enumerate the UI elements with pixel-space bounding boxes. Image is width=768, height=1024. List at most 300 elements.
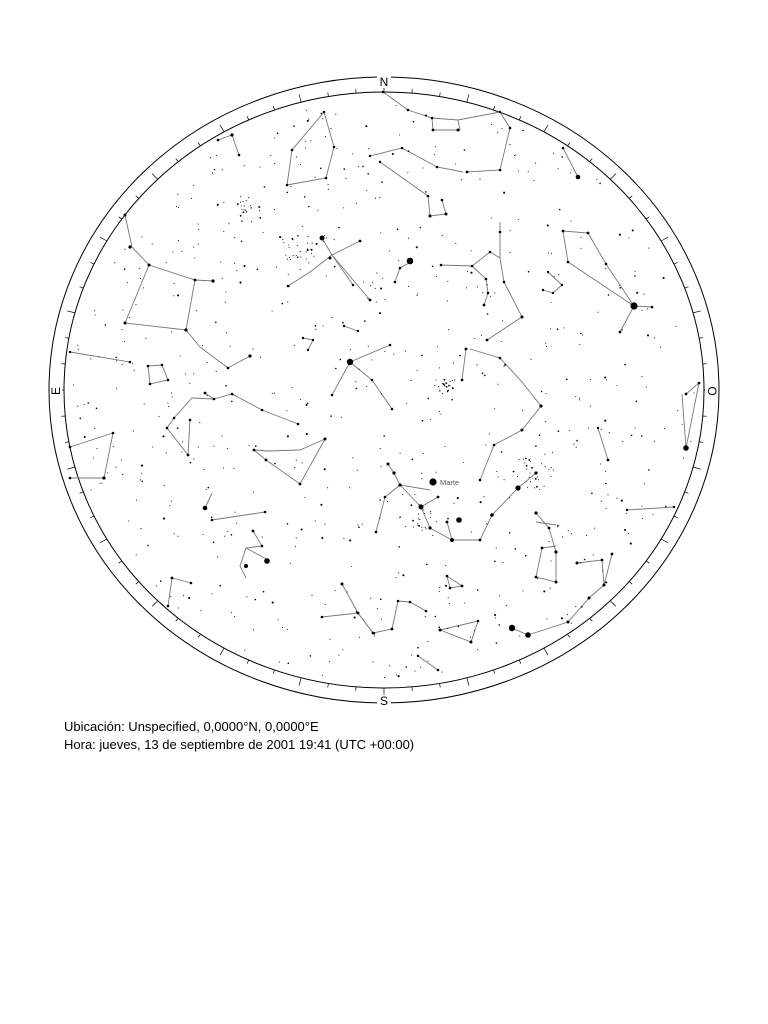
star [557, 328, 559, 330]
star [641, 435, 643, 437]
star [207, 395, 208, 396]
star [233, 395, 234, 396]
star [698, 382, 701, 385]
star [310, 249, 312, 251]
star [445, 565, 446, 566]
star [211, 519, 214, 522]
constellation-line [350, 362, 392, 409]
star [510, 252, 511, 253]
star [363, 281, 364, 282]
star [542, 289, 544, 291]
constellation-line [344, 326, 358, 331]
star [528, 271, 530, 273]
star [222, 278, 223, 279]
star [519, 459, 520, 460]
star [302, 337, 304, 339]
star [601, 429, 602, 430]
horizon-tick [152, 601, 158, 607]
star [582, 334, 583, 335]
star [373, 632, 375, 634]
star [499, 169, 502, 172]
star [630, 302, 637, 309]
star [471, 265, 474, 268]
star [594, 528, 595, 529]
star [285, 255, 286, 256]
star [509, 127, 512, 130]
star [425, 616, 426, 617]
constellation-line [205, 493, 212, 508]
horizon-tick [590, 159, 593, 162]
star [356, 203, 357, 204]
star [365, 125, 367, 127]
star [442, 393, 443, 394]
star [357, 524, 358, 525]
horizon-tick [67, 467, 75, 469]
star [171, 331, 172, 332]
star [287, 259, 288, 260]
star [449, 603, 450, 604]
star [398, 483, 401, 486]
star [295, 546, 296, 547]
star [367, 298, 368, 299]
star [228, 223, 229, 224]
star [334, 266, 336, 268]
star [547, 224, 549, 226]
star [213, 398, 216, 401]
star [453, 362, 454, 363]
star [660, 347, 661, 348]
star [243, 211, 245, 213]
horizon-tick [467, 678, 469, 686]
star [466, 287, 467, 288]
star [427, 661, 428, 662]
star [437, 669, 440, 672]
star [464, 149, 466, 151]
star [474, 338, 475, 339]
star [452, 380, 453, 381]
constellation-line [172, 578, 191, 583]
star [599, 183, 601, 185]
star [439, 587, 440, 588]
star [422, 530, 423, 531]
star [422, 420, 424, 422]
star [683, 445, 689, 451]
star [579, 398, 580, 399]
star [675, 326, 676, 327]
star [315, 329, 316, 330]
star [557, 525, 559, 527]
horizon-tick [493, 106, 494, 110]
star [259, 210, 260, 211]
star [489, 251, 492, 254]
star [132, 363, 133, 364]
horizon-tick [328, 93, 329, 97]
star [575, 606, 576, 607]
star [212, 173, 213, 174]
star [593, 554, 594, 555]
constellation-line [383, 92, 510, 172]
star [399, 516, 401, 518]
star [333, 146, 336, 149]
star [576, 447, 577, 448]
star [223, 231, 224, 232]
star [548, 252, 549, 253]
star [253, 629, 254, 630]
star [124, 322, 127, 325]
star [548, 541, 549, 542]
star [171, 577, 174, 580]
star [136, 554, 137, 555]
star [191, 198, 192, 199]
star [581, 237, 582, 238]
star [513, 471, 515, 473]
star [208, 487, 210, 489]
star [394, 281, 397, 284]
star [581, 606, 583, 608]
star [421, 355, 423, 357]
star [470, 272, 472, 274]
star [147, 545, 149, 547]
star [95, 314, 96, 315]
star [467, 271, 468, 272]
star [240, 202, 241, 203]
star [167, 379, 170, 382]
constellation-line [254, 439, 325, 451]
star [327, 487, 328, 488]
star [449, 385, 450, 386]
star [172, 251, 173, 252]
star [274, 209, 275, 210]
star [129, 317, 130, 318]
star [487, 284, 488, 285]
star [306, 433, 308, 435]
star [193, 459, 194, 460]
star [362, 524, 363, 525]
star [300, 269, 301, 270]
star [290, 563, 291, 564]
star [604, 420, 606, 422]
star [622, 441, 623, 442]
star [128, 520, 129, 521]
star [494, 292, 495, 293]
star [307, 249, 309, 251]
star [166, 453, 167, 454]
horizon-tick [198, 143, 200, 146]
star [288, 244, 289, 245]
star [407, 109, 410, 112]
star [252, 530, 255, 533]
star [606, 508, 607, 509]
star [99, 356, 100, 357]
star [375, 531, 378, 534]
star [276, 267, 277, 268]
star [231, 612, 232, 613]
star [439, 391, 440, 392]
star [206, 489, 207, 490]
star [352, 457, 353, 458]
star [535, 576, 538, 579]
horizon-tick [674, 516, 678, 518]
star [537, 476, 538, 477]
star [427, 195, 430, 198]
star [113, 446, 114, 447]
star [264, 511, 267, 514]
constellation-line [332, 241, 360, 255]
star [575, 396, 576, 397]
constellation-line [563, 231, 634, 332]
star [160, 580, 162, 582]
star [260, 357, 261, 358]
horizon-tick [467, 94, 469, 102]
star [212, 593, 213, 594]
star [147, 365, 150, 368]
constellation-line [254, 439, 325, 484]
star [545, 466, 546, 467]
star [289, 286, 290, 287]
star [184, 328, 187, 331]
star [392, 153, 394, 155]
star [504, 364, 506, 366]
star [223, 468, 224, 469]
star [236, 523, 237, 524]
constellation-line [322, 601, 426, 633]
star [428, 526, 431, 529]
star [446, 575, 449, 578]
star [260, 166, 261, 167]
star [167, 605, 170, 608]
star [354, 616, 356, 618]
star [419, 504, 420, 505]
star [177, 294, 179, 296]
star [287, 301, 288, 302]
star [158, 416, 159, 417]
star [383, 435, 385, 437]
star [213, 542, 215, 544]
star [193, 247, 194, 248]
star [314, 177, 315, 178]
star [101, 482, 102, 483]
star [438, 386, 439, 387]
star [619, 285, 620, 286]
star [112, 432, 115, 435]
constellation-line [447, 576, 462, 588]
star [182, 441, 183, 442]
star [78, 349, 79, 350]
star [290, 259, 291, 260]
star [409, 601, 412, 604]
star [412, 520, 414, 522]
star [600, 463, 601, 464]
star [429, 215, 432, 218]
star [559, 209, 561, 211]
star [584, 559, 586, 561]
star [545, 343, 546, 344]
star [547, 271, 549, 273]
star [427, 398, 429, 400]
star [484, 375, 486, 377]
star [219, 585, 221, 587]
star [435, 146, 436, 147]
star [617, 385, 618, 386]
star [458, 626, 460, 628]
star [372, 661, 373, 662]
star [579, 399, 580, 400]
star [571, 623, 572, 624]
star [306, 110, 307, 111]
star [164, 485, 165, 486]
star [356, 611, 358, 613]
star [222, 169, 223, 170]
star [530, 481, 531, 482]
star [448, 386, 449, 387]
constellation-line [440, 621, 478, 642]
star [601, 501, 602, 502]
star [636, 401, 638, 403]
star [304, 196, 306, 198]
star [261, 409, 264, 412]
horizon-tick [247, 116, 249, 120]
star [357, 470, 358, 471]
star [375, 288, 376, 289]
star [535, 478, 537, 480]
star [624, 364, 626, 366]
constellation-line [303, 338, 313, 350]
star [274, 463, 276, 465]
star [207, 362, 208, 363]
star [248, 197, 249, 198]
star [243, 209, 244, 210]
star [358, 526, 360, 528]
star [202, 345, 203, 346]
constellation-line [480, 445, 494, 480]
star [282, 239, 283, 240]
star [491, 124, 492, 125]
star [374, 635, 375, 636]
star [450, 538, 454, 542]
star [250, 208, 251, 209]
star [389, 344, 392, 347]
star [525, 632, 531, 638]
star [116, 360, 117, 361]
star [590, 406, 591, 407]
star [178, 207, 179, 208]
star [225, 291, 226, 292]
star [225, 302, 226, 303]
star [665, 506, 667, 508]
star [288, 663, 290, 665]
star [305, 404, 307, 406]
outer-horizon-ring [49, 77, 719, 703]
star [227, 367, 230, 370]
star [308, 206, 310, 208]
star [364, 320, 366, 322]
star [116, 388, 117, 389]
constellation-line [218, 135, 239, 155]
star [464, 602, 465, 603]
star [200, 610, 201, 611]
star [387, 463, 390, 466]
star [450, 381, 451, 382]
star [323, 111, 326, 114]
constellation-line [627, 507, 674, 510]
star [519, 635, 520, 636]
star [487, 292, 490, 295]
star [274, 163, 275, 164]
star [437, 346, 438, 347]
star [506, 605, 507, 606]
star [544, 486, 545, 487]
star [588, 428, 589, 429]
star [241, 241, 243, 243]
star [211, 279, 214, 282]
star [550, 302, 551, 303]
star [233, 468, 234, 469]
star [144, 403, 145, 404]
star [69, 351, 71, 353]
star [437, 496, 440, 499]
star [169, 505, 170, 506]
constellation-line [376, 485, 400, 532]
star [495, 617, 496, 618]
star [152, 243, 153, 244]
horizon-tick [220, 648, 224, 655]
star [648, 469, 650, 471]
star [503, 281, 506, 284]
star [525, 458, 527, 460]
star [526, 469, 527, 470]
star [178, 607, 179, 608]
star [587, 232, 590, 235]
star [308, 119, 309, 120]
star [335, 590, 336, 591]
star [161, 364, 164, 367]
star [282, 303, 284, 305]
star [351, 566, 352, 567]
star [439, 367, 440, 368]
star [626, 509, 628, 511]
star [552, 452, 553, 453]
star [306, 258, 307, 259]
constellation-line [350, 345, 390, 362]
horizon-tick [80, 492, 84, 493]
star [411, 504, 413, 506]
star [127, 282, 128, 283]
star [564, 327, 565, 328]
star [562, 537, 563, 538]
star [432, 266, 434, 268]
star [425, 528, 426, 529]
star [499, 111, 501, 113]
star [445, 213, 448, 216]
star [567, 261, 570, 264]
star [395, 577, 396, 578]
star [204, 392, 207, 395]
star [477, 589, 479, 591]
star [546, 346, 547, 347]
star [628, 533, 629, 534]
star [287, 435, 289, 437]
star [252, 349, 253, 350]
star [262, 537, 263, 538]
star [329, 639, 330, 640]
star [84, 436, 86, 438]
star [439, 591, 440, 592]
star [196, 310, 197, 311]
star [177, 536, 178, 537]
star [690, 441, 691, 442]
star [646, 386, 647, 387]
horizon-tick [610, 174, 616, 180]
